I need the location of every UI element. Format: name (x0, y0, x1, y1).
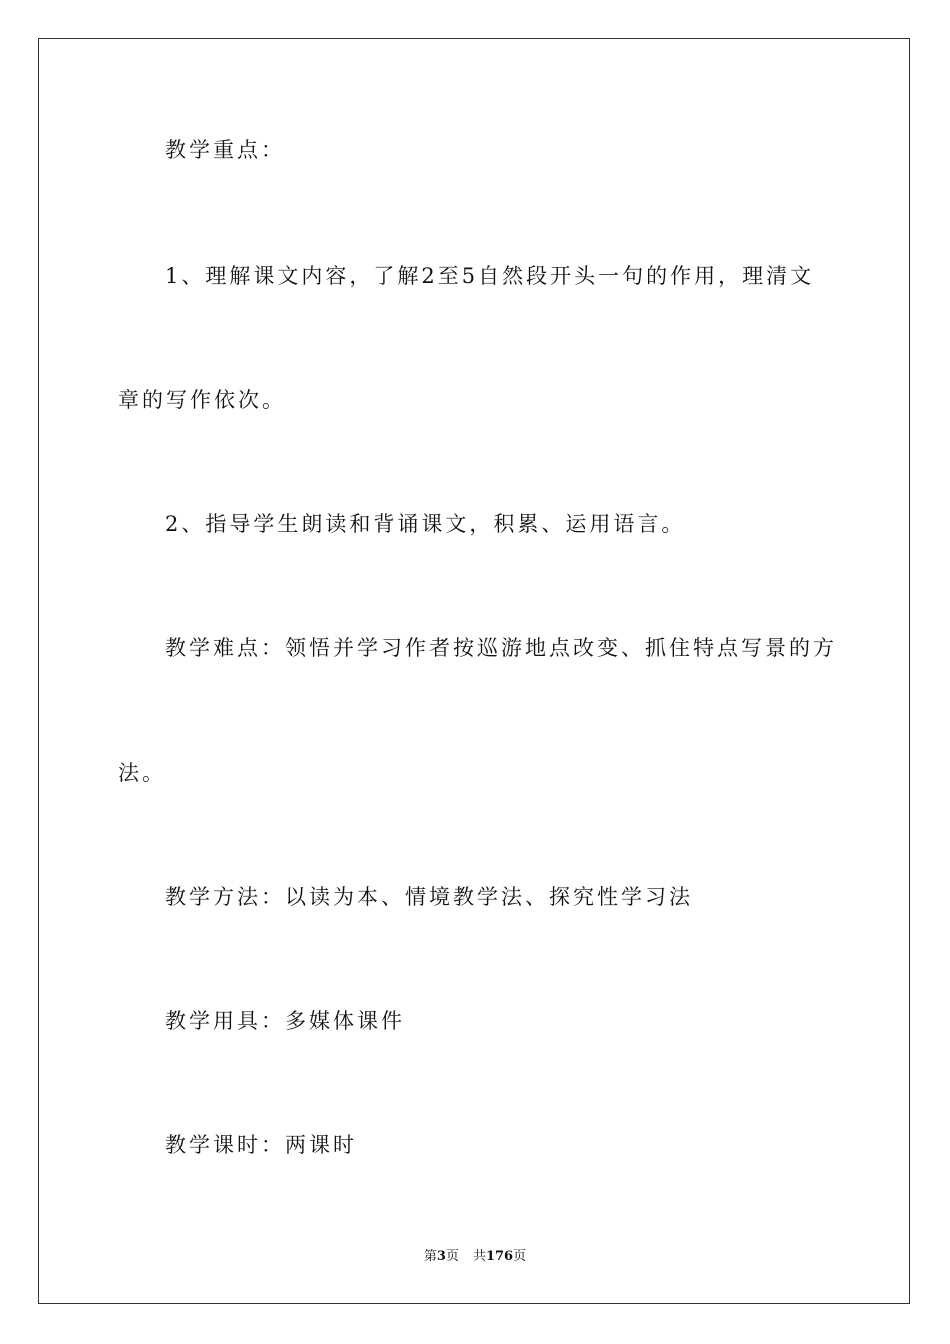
footer-page-suffix: 页 (445, 1249, 459, 1264)
paragraph-periods: 教学课时：两课时 (165, 1133, 357, 1157)
footer-total-pages: 176 (485, 1249, 514, 1264)
footer-total-prefix: 共 (472, 1249, 486, 1264)
paragraph-tools: 教学用具：多媒体课件 (165, 1009, 405, 1033)
paragraph-difficulty: 教学难点：领悟并学习作者按巡游地点改变、抓住特点写景的方 (165, 636, 837, 660)
page-footer (0, 1248, 950, 1266)
footer-page-prefix: 第 (423, 1249, 437, 1264)
page-frame (38, 38, 910, 1304)
paragraph-difficulty-continued: 法。 (118, 761, 166, 785)
paragraph-point-2: 2、指导学生朗读和背诵课文，积累、运用语言。 (165, 512, 686, 536)
heading-key-points: 教学重点： (165, 138, 285, 162)
paragraph-point-1-continued: 章的写作依次。 (118, 388, 286, 412)
paragraph-method: 教学方法：以读为本、情境教学法、探究性学习法 (165, 885, 693, 909)
paragraph-point-1: 1、理解课文内容，了解2至5自然段开头一句的作用，理清文 (165, 264, 815, 288)
footer-total-suffix: 页 (513, 1249, 527, 1264)
footer-page-number: 3 (436, 1249, 446, 1264)
